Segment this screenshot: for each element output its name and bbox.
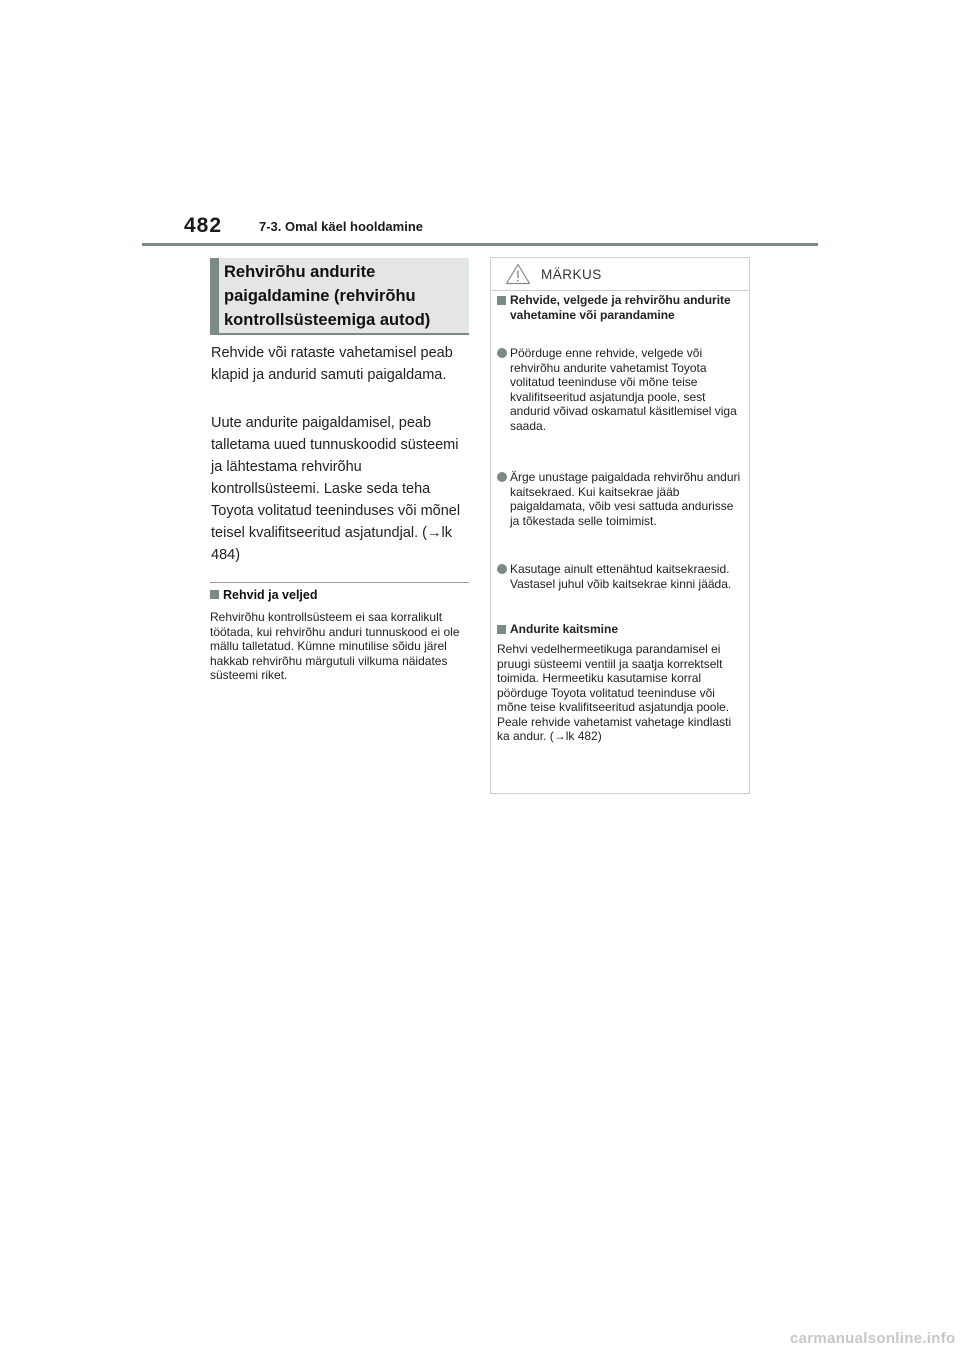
notice-item-heading [497, 622, 745, 637]
page-number: 482 [184, 214, 223, 237]
sub-paragraph: Rehvirõhu kontrollsüsteem ei saa korralikult töötada, kui rehvirõhu anduri tunnuskood ei ole mällu talletatud. Kümne minutilise sõidu järel hakkab rehvirõhu märgutuli vilkuma näidates süsteemi riket. [210, 610, 460, 682]
heading-line: paigaldamine (rehvirõhu [224, 287, 416, 305]
section-title: 7-3. Omal käel hooldamine [259, 219, 423, 234]
notice-bullet [497, 346, 745, 433]
heading-box [210, 258, 469, 335]
watermark: carmanualsonline.info [790, 1330, 956, 1347]
notice-bullet-text: Pöörduge enne rehvide, velgede või rehvirõhu andurite vahetamist Toyota volitatud teeninduse või mõne teise kvalifitseeritud asjatundja poole, sest andurid võivad oskamatul käsitlemisel viga saada. [510, 346, 737, 433]
square-bullet-icon [210, 590, 219, 599]
notice-bullet-text: Ärge unustage paigaldada rehvirõhu anduri kaitsekraed. Kui kaitsekrae jääb paigaldamata, võib vesi sattuda andurisse ja tõkestada selle toimimist. [510, 470, 741, 528]
body-paragraph-1: Rehvide või rataste vahetamisel peab klapid ja andurid samuti paigaldama. [211, 345, 453, 383]
notice-item-heading-label: Rehvide, velgede ja rehvirõhu andurite vahetamine või parandamine [510, 293, 731, 322]
heading-line: kontrollsüsteemiga autod) [224, 311, 431, 329]
warning-triangle-icon [505, 263, 531, 290]
divider [210, 582, 469, 583]
notice-bullet [497, 470, 745, 528]
notice-header [491, 258, 749, 291]
heading-line: Rehvirõhu andurite [224, 263, 376, 281]
body-paragraph-2: Uute andurite paigaldamisel, peab talletama uued tunnuskoodid süsteemi ja lähtestama rehvirõhu kontrollsüsteemi. Laske seda teha Toyota volitatud teeninduses või mõnel teisel kvalifitseeritud asjatundjal. (→lk 484) [211, 415, 461, 563]
notice-box [490, 257, 750, 794]
square-bullet-icon [497, 625, 506, 634]
sub-heading [210, 588, 317, 602]
circle-bullet-icon [497, 472, 507, 482]
notice-title: MÄRKUS [541, 267, 602, 282]
heading-accent-bar [210, 258, 219, 333]
notice-item-heading [497, 293, 745, 322]
circle-bullet-icon [497, 564, 507, 574]
heading-text [224, 260, 430, 332]
header-rule [142, 243, 818, 246]
square-bullet-icon [497, 296, 506, 305]
notice-paragraph: Rehvi vedelhermeetikuga parandamisel ei pruugi süsteemi ventiil ja saatja korrektselt toimida. Hermeetiku kasutamise korral pöörduge Toyota volitatud teeninduse või mõne teise kvalifitseeritud asjatundja poole. Peale rehvide vahetamist vahetage kindlasti ka andur. (→lk 482) [497, 642, 732, 743]
notice-bullet [497, 562, 745, 591]
circle-bullet-icon [497, 348, 507, 358]
sub-heading-label: Rehvid ja veljed [223, 588, 318, 602]
notice-bullet-text: Kasutage ainult ettenähtud kaitsekraesid. Vastasel juhul võib kaitsekrae kinni jääda. [510, 562, 732, 591]
notice-item-heading-label: Andurite kaitsmine [510, 622, 619, 636]
